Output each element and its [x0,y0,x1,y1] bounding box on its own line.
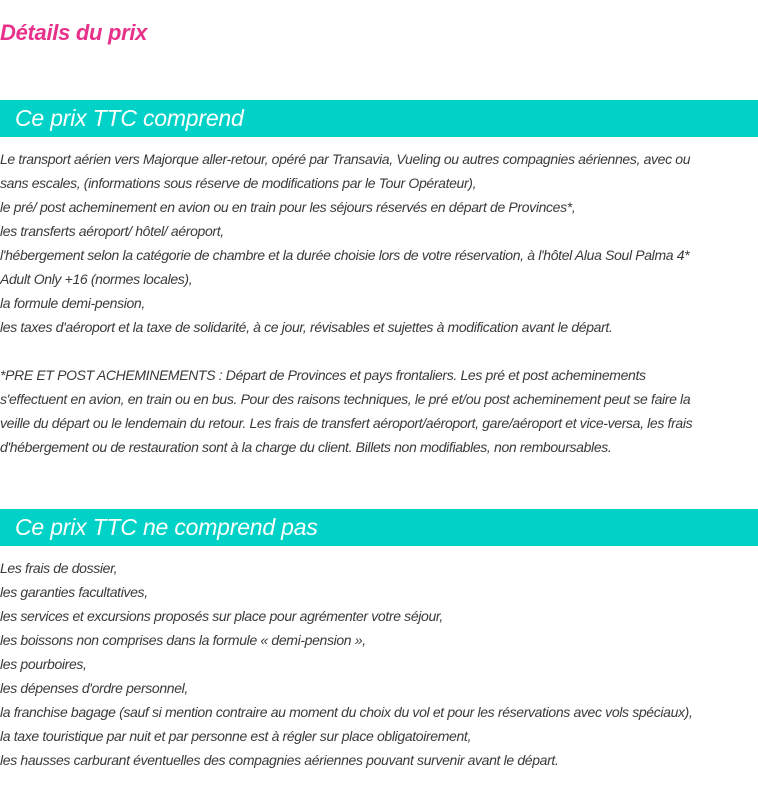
included-line: les transferts aéroport/ hôtel/ aéroport, [0,223,224,239]
included-line: Le transport aérien vers Majorque aller-retour, opéré par Transavia, Vueling ou autres compagnies aériennes, avec ou [0,151,691,167]
note-line: d'hébergement ou de restauration sont à la charge du client. Billets non modifiables, non remboursables. [0,439,612,455]
section-heading-excluded: Ce prix TTC ne comprend pas [0,509,758,546]
excluded-line: les garanties facultatives, [0,584,148,600]
note-line: veille du départ ou le lendemain du retour. Les frais de transfert aéroport/aéroport, gare/aéroport et vice-versa, les frais [0,415,693,431]
excluded-line: les services et excursions proposés sur place pour agrémenter votre séjour, [0,608,443,624]
transfer-note [0,363,758,459]
excluded-line: la franchise bagage (sauf si mention contraire au moment du choix du vol et pour les réservations avec vols spéciaux), [0,704,693,720]
excluded-line: les boissons non comprises dans la formule « demi-pension », [0,632,366,648]
excluded-line: Les frais de dossier, [0,560,118,576]
included-list [0,147,758,339]
included-line: sans escales, (informations sous réserve de modifications par le Tour Opérateur), [0,175,477,191]
included-line: Adult Only +16 (normes locales), [0,271,193,287]
section-heading-included: Ce prix TTC comprend [0,100,758,137]
note-line: s'effectuent en avion, en train ou en bus. Pour des raisons techniques, le pré et/ou post acheminement peut se faire la [0,391,691,407]
excluded-list [0,556,758,772]
excluded-line: les dépenses d'ordre personnel, [0,680,188,696]
included-line: les taxes d'aéroport et la taxe de solidarité, à ce jour, révisables et sujettes à modification avant le départ. [0,319,613,335]
included-line: l'hébergement selon la catégorie de chambre et la durée choisie lors de votre réservation, à l'hôtel Alua Soul Palma 4* [0,247,690,263]
excluded-line: la taxe touristique par nuit et par personne est à régler sur place obligatoirement, [0,728,471,744]
excluded-line: les hausses carburant éventuelles des compagnies aériennes pouvant survenir avant le départ. [0,752,559,768]
included-line: le pré/ post acheminement en avion ou en train pour les séjours réservés en départ de Provinces*, [0,199,576,215]
excluded-line: les pourboires, [0,656,87,672]
included-line: la formule demi-pension, [0,295,145,311]
note-line: *PRE ET POST ACHEMINEMENTS : Départ de Provinces et pays frontaliers. Les pré et post acheminements [0,367,646,383]
page-title: Détails du prix [0,20,148,45]
